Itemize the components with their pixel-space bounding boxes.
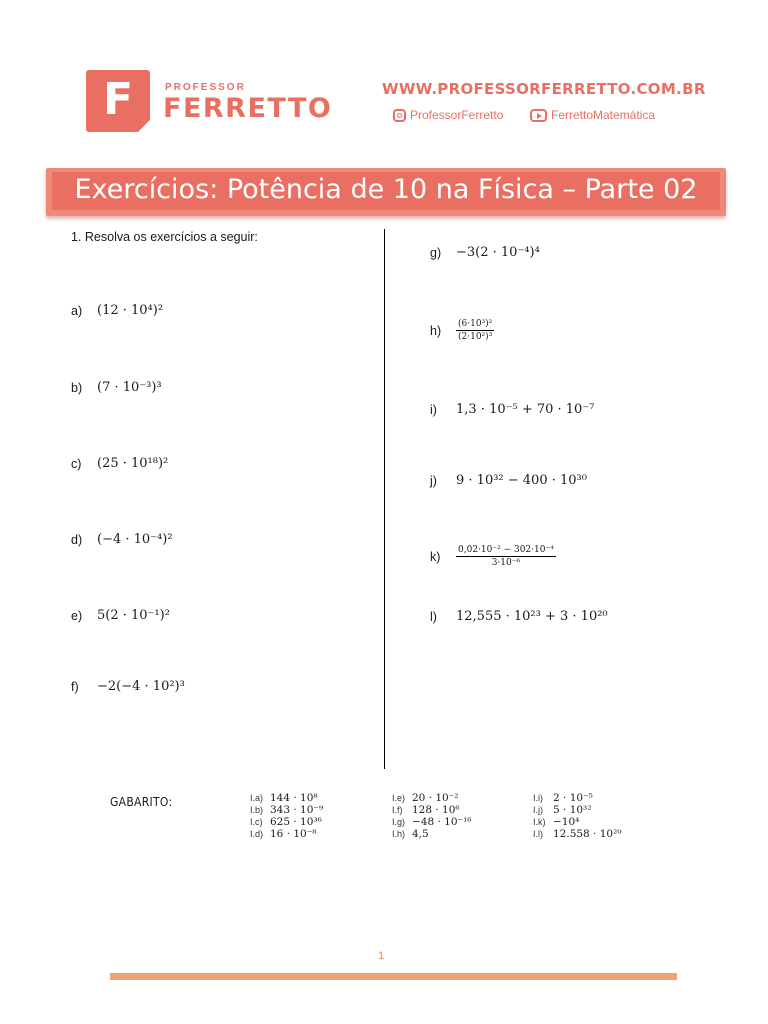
answer-label: I.j) <box>533 805 543 815</box>
exercise-label: k) <box>430 549 441 564</box>
exercise-label: l) <box>430 609 437 624</box>
answer-label: I.d) <box>250 829 264 839</box>
instagram-link[interactable] <box>393 108 503 122</box>
answer-label: I.a) <box>250 793 264 803</box>
exercise-expression: 12,555 · 10²³ + 3 · 10²⁰ <box>456 609 608 624</box>
exercise-expression: (−4 · 10⁻⁴)² <box>97 532 173 547</box>
logo-mark <box>86 70 150 132</box>
exercise-label: a) <box>71 303 83 318</box>
answer-item <box>250 804 323 816</box>
exercise-d <box>71 532 173 547</box>
answer-label: I.l) <box>533 829 543 839</box>
answer-label: I.e) <box>392 793 406 803</box>
exercise-expression: 1,3 · 10⁻⁵ + 70 · 10⁻⁷ <box>456 402 595 417</box>
exercise-label: d) <box>71 532 83 547</box>
exercise-j <box>430 473 587 488</box>
exercise-expression: (12 · 10⁴)² <box>97 303 164 318</box>
exercise-k <box>430 545 556 568</box>
answer-value: 5 · 10³² <box>553 804 592 816</box>
footer-bar <box>110 973 677 980</box>
answer-value: 16 · 10⁻⁸ <box>270 828 317 840</box>
answer-label: I.c) <box>250 817 263 827</box>
exercise-label: e) <box>71 608 83 623</box>
exercise-label: j) <box>430 473 437 488</box>
instagram-handle: ProfessorFerretto <box>410 108 504 122</box>
website-link[interactable]: WWW.PROFESSORFERRETTO.COM.BR <box>382 80 706 98</box>
page-number: 1 <box>378 950 385 962</box>
exercise-label: c) <box>71 456 82 471</box>
youtube-icon <box>530 109 547 122</box>
exercise-g <box>430 245 540 260</box>
exercise-label: b) <box>71 380 83 395</box>
answer-value: 20 · 10⁻² <box>412 792 459 804</box>
exercise-label: h) <box>430 323 442 338</box>
answer-item <box>533 816 622 828</box>
answer-label: I.k) <box>533 817 546 827</box>
answer-value: 128 · 10⁶ <box>412 804 460 816</box>
answer-item <box>392 804 472 816</box>
exercise-label: i) <box>430 402 437 417</box>
instruction-text: 1. Resolva os exercícios a seguir: <box>71 230 258 244</box>
column-divider <box>384 229 385 769</box>
exercise-expression: 5(2 · 10⁻¹)² <box>97 608 170 623</box>
logo-letter: F <box>102 74 134 125</box>
answer-value: 12.558 · 10²⁰ <box>553 828 622 840</box>
answer-item <box>250 828 323 840</box>
fraction-denominator: (2·10²)³ <box>458 332 493 342</box>
answer-item <box>250 816 323 828</box>
exercise-i <box>430 402 594 417</box>
answer-label: I.h) <box>392 829 406 839</box>
answer-item <box>392 792 472 804</box>
youtube-link[interactable] <box>530 108 655 122</box>
fraction-denominator: 3·10⁻⁶ <box>491 558 521 568</box>
instagram-icon <box>393 109 406 122</box>
exercise-expression: −2(−4 · 10²)³ <box>97 679 185 694</box>
answer-value: 4,5 <box>412 828 429 840</box>
exercise-e <box>71 608 170 623</box>
exercise-expression: 9 · 10³² − 400 · 10³⁰ <box>456 473 587 488</box>
title-banner <box>46 168 726 216</box>
answer-value: −10⁴ <box>553 816 580 828</box>
answer-key-title: GABARITO: <box>110 795 173 809</box>
answer-key-column-1 <box>250 792 323 840</box>
answer-key-column-2 <box>392 792 472 840</box>
answer-label: I.f) <box>392 805 403 815</box>
answer-item <box>392 816 472 828</box>
exercise-h <box>430 319 494 342</box>
answer-item <box>250 792 323 804</box>
page-title: Exercícios: Potência de 10 na Física – Parte 02 <box>74 174 698 205</box>
brand-name: FERRETTO <box>163 93 333 124</box>
exercise-label: g) <box>430 245 442 260</box>
answer-label: I.g) <box>392 817 406 827</box>
exercise-label: f) <box>71 679 79 694</box>
fraction-numerator: 0,02·10⁻² − 302·10⁻⁴ <box>458 545 554 555</box>
fraction-numerator: (6·10³)² <box>458 319 493 329</box>
answer-value: 144 · 10⁸ <box>270 792 318 804</box>
answer-item <box>533 804 622 816</box>
fraction <box>456 319 494 342</box>
exercise-l <box>430 609 608 624</box>
answer-label: I.b) <box>250 805 264 815</box>
answer-item <box>533 792 622 804</box>
exercise-expression: −3(2 · 10⁻⁴)⁴ <box>456 245 540 260</box>
answer-value: 625 · 10³⁶ <box>270 816 322 828</box>
answer-item <box>533 828 622 840</box>
exercise-expression: (25 · 10¹⁸)² <box>97 456 169 471</box>
answer-value: 2 · 10⁻⁵ <box>553 792 593 804</box>
brand-subtitle: PROFESSOR <box>165 82 246 93</box>
fraction <box>456 545 556 568</box>
exercise-expression: (7 · 10⁻³)³ <box>97 380 162 395</box>
exercise-f <box>71 679 185 694</box>
answer-label: I.i) <box>533 793 543 803</box>
youtube-channel: FerrettoMatemática <box>551 108 656 122</box>
answer-value: −48 · 10⁻¹⁶ <box>412 816 472 828</box>
logo-notch <box>138 120 150 132</box>
exercise-a <box>71 303 163 318</box>
exercise-c <box>71 456 168 471</box>
answer-item <box>392 828 472 840</box>
exercise-b <box>71 380 162 395</box>
answer-value: 343 · 10⁻⁹ <box>270 804 324 816</box>
answer-key-column-3 <box>533 792 622 840</box>
